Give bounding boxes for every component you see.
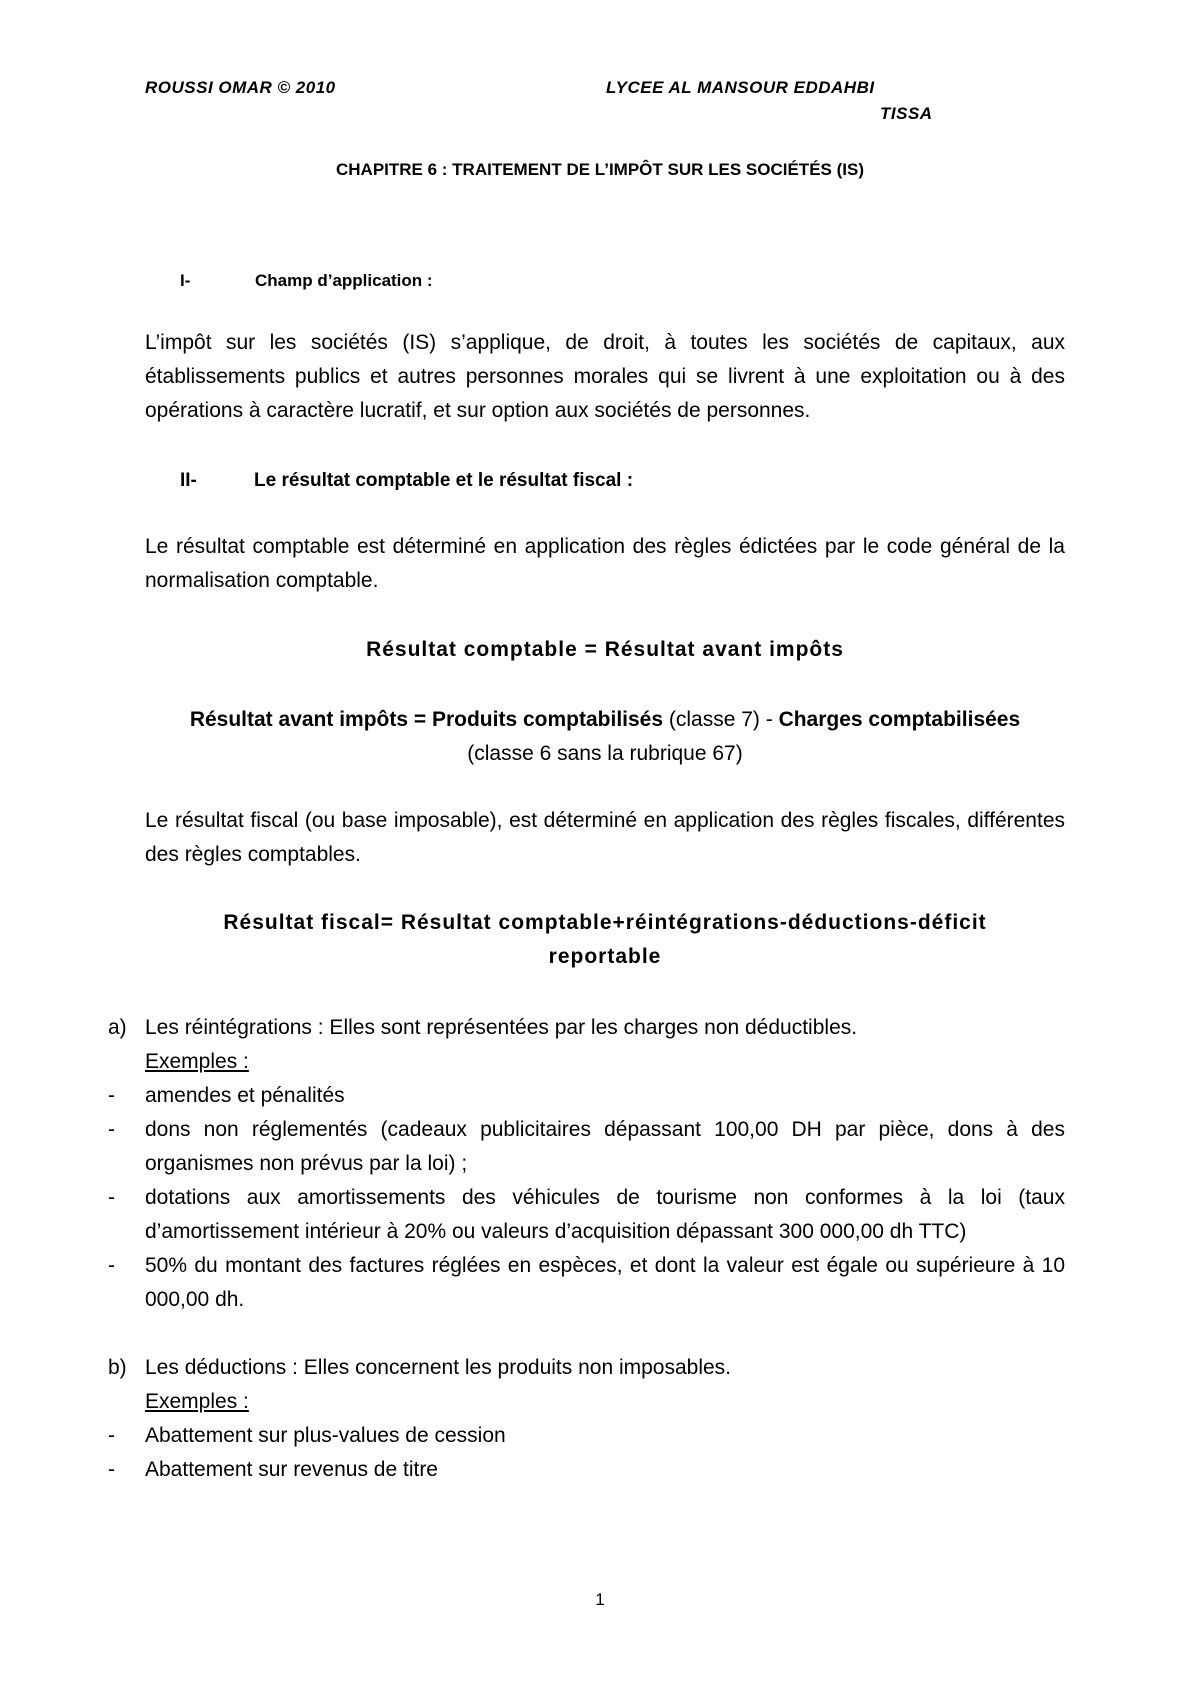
formula-resultat-fiscal-line2: reportable: [548, 945, 662, 968]
section1-number: I-: [180, 271, 191, 290]
reintegrations-examples-label: Exemples :: [145, 1050, 249, 1073]
formula2-line2: (classe 6 sans la rubrique 67): [467, 742, 743, 765]
formula-resultat-avant-impots: [145, 703, 1065, 736]
list-item: Abattement sur plus-values de cession: [145, 1424, 506, 1447]
list-item: Abattement sur revenus de titre: [145, 1458, 438, 1481]
reintegrations-marker: a): [108, 1016, 127, 1039]
page-number: 1: [595, 1590, 605, 1609]
list-dash: -: [108, 1458, 115, 1481]
list-dash: -: [108, 1118, 115, 1141]
list-item: dotations aux amortissements des véhicules de tourisme non conformes à la loi (taux d’amortissement intérieur à 20% ou valeurs d’acquisition dépassant 300 000,00 dh TTC): [145, 1186, 1065, 1243]
section2-paragraph-fiscal: Le résultat fiscal (ou base imposable), est déterminé en application des règles fiscales, différentes des règles comptables.: [145, 809, 1065, 866]
section2-title: Le résultat comptable et le résultat fiscal :: [254, 470, 634, 491]
list-dash: -: [108, 1254, 115, 1277]
list-item: amendes et pénalités: [145, 1084, 345, 1107]
section2-number: II-: [180, 470, 197, 491]
list-dash: -: [108, 1084, 115, 1107]
formula2-part-c: Charges comptabilisées: [778, 708, 1021, 731]
list-dash: -: [108, 1186, 115, 1209]
formula2-part-b: (classe 7) -: [663, 708, 779, 731]
header-city: TISSA: [880, 104, 933, 123]
formula-resultat-comptable: Résultat comptable = Résultat avant impôts: [366, 638, 844, 661]
formula-resultat-fiscal-line1: Résultat fiscal= Résultat comptable+réintégrations-déductions-déficit: [223, 911, 987, 934]
header-author: ROUSSI OMAR © 2010: [145, 78, 336, 97]
deductions-text: Les déductions : Elles concernent les produits non imposables.: [145, 1356, 732, 1379]
section2-paragraph-comptable: Le résultat comptable est déterminé en application des règles édictées par le code général de la normalisation comptable.: [145, 535, 1065, 592]
section1-title: Champ d’application :: [255, 271, 433, 290]
list-item: dons non réglementés (cadeaux publicitaires dépassant 100,00 DH par pièce, dons à des organismes non prévus par la loi) ;: [145, 1118, 1065, 1175]
section1-paragraph: L’impôt sur les sociétés (IS) s’applique, de droit, à toutes les sociétés de capitaux, aux établissements publics et autres personnes morales qui se livrent à une exploitation ou à des opérations à caractère lucratif, et sur option aux sociétés de personnes.: [145, 331, 1065, 422]
list-dash: -: [108, 1424, 115, 1447]
list-item: 50% du montant des factures réglées en espèces, et dont la valeur est égale ou supérieure à 10 000,00 dh.: [145, 1254, 1065, 1311]
deductions-marker: b): [108, 1356, 127, 1379]
header-school: LYCEE AL MANSOUR EDDAHBI: [606, 78, 875, 97]
chapter-title: CHAPITRE 6 : TRAITEMENT DE L’IMPÔT SUR LES SOCIÉTÉS (IS): [336, 160, 864, 179]
formula2-part-a: Résultat avant impôts = Produits comptabilisés: [189, 708, 664, 731]
deductions-examples-label: Exemples :: [145, 1390, 249, 1413]
reintegrations-text: Les réintégrations : Elles sont représentées par les charges non déductibles.: [145, 1016, 858, 1039]
